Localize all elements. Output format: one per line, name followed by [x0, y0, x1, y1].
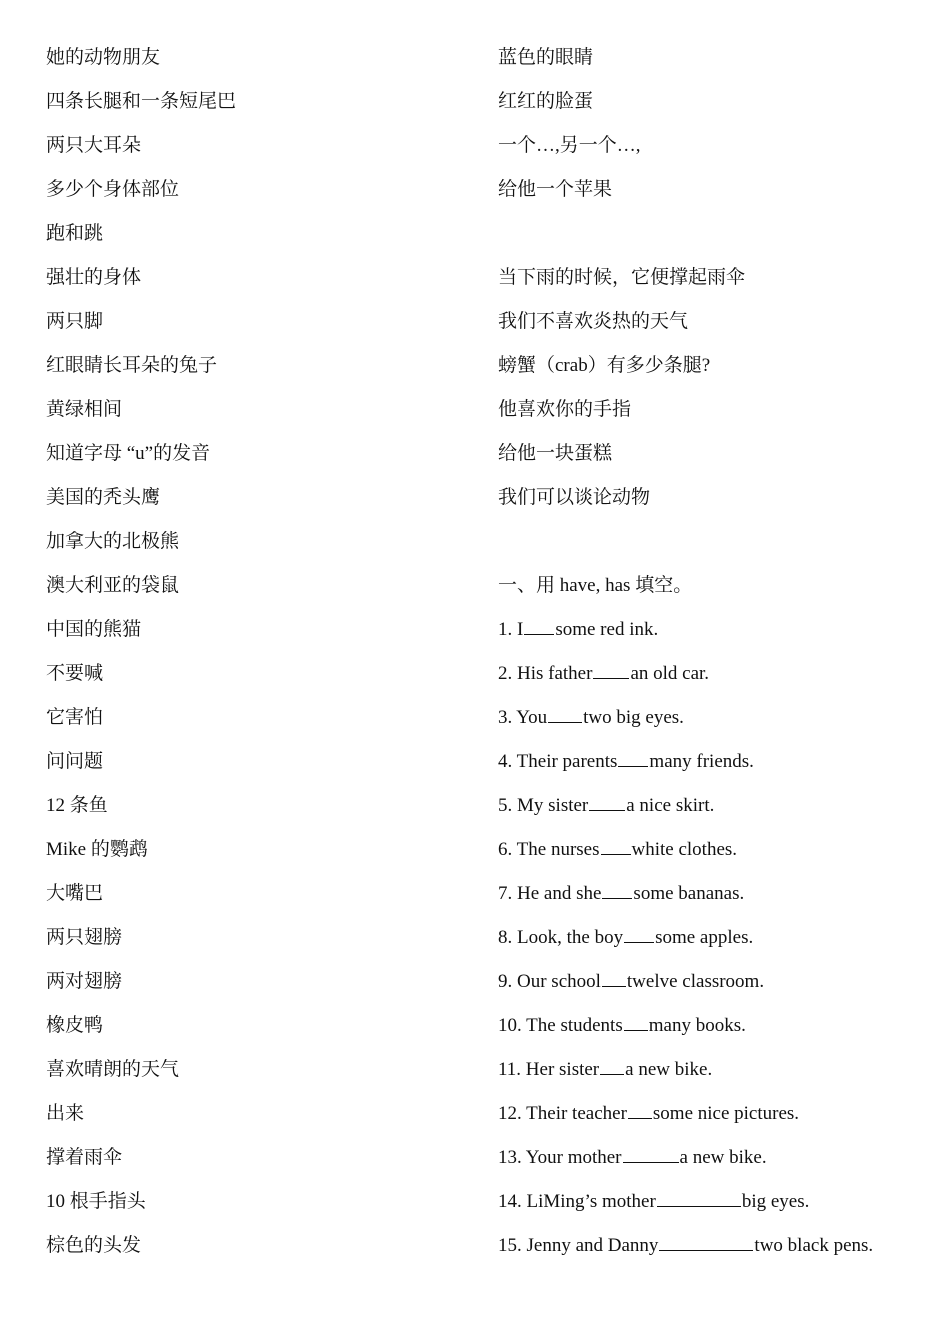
exercise-text: 15. Jenny and Danny [498, 1235, 659, 1256]
phrase-line: 红眼睛长耳朵的兔子 [46, 355, 218, 376]
exercise-item [498, 1224, 938, 1268]
phrase-line: 我们不喜欢炎热的天气 [498, 311, 689, 332]
exercise-title: 一、用 have, has 填空。 [498, 575, 693, 596]
exercise-text: 6. The nurses [498, 839, 600, 860]
exercise-item [498, 1004, 938, 1048]
exercise-item [498, 784, 938, 828]
answer-blank [618, 747, 648, 767]
phrase-line: 多少个身体部位 [46, 179, 180, 200]
answer-blank [524, 615, 554, 635]
exercise-text: 7. He and she [498, 883, 602, 904]
phrase-line: 黄绿相间 [46, 399, 123, 420]
exercise-item [498, 916, 938, 960]
exercise-text: 10. The students [498, 1015, 623, 1036]
exercise-text: some red ink. [555, 619, 659, 640]
phrase-line: 澳大利亚的袋鼠 [46, 575, 180, 596]
exercise-text: 5. My sister [498, 795, 589, 816]
phrase-line: 螃蟹（crab）有多少条腿? [498, 355, 711, 376]
phrase-line: 两对翅膀 [46, 971, 123, 992]
answer-blank [623, 1143, 679, 1163]
phrase-line: 大嘴巴 [46, 883, 104, 904]
answer-blank [589, 791, 625, 811]
answer-blank [624, 923, 654, 943]
exercise-text: a nice skirt. [626, 795, 715, 816]
exercise-text: many books. [648, 1015, 746, 1036]
phrase-line: 喜欢晴朗的天气 [46, 1059, 180, 1080]
exercise-item [498, 740, 938, 784]
exercise-text: some nice pictures. [652, 1103, 800, 1124]
exercise-text: 8. Look, the boy [498, 927, 624, 948]
exercise-text: 4. Their parents [498, 751, 618, 772]
right-column [498, 36, 938, 1268]
exercise-text: two big eyes. [583, 707, 684, 728]
exercise-item [498, 1136, 938, 1180]
exercise-text: 13. Your mother [498, 1147, 622, 1168]
exercise-text: a new bike. [679, 1147, 767, 1168]
phrase-line: 10 根手指头 [46, 1191, 146, 1212]
phrase-line: 他喜欢你的手指 [498, 399, 632, 420]
exercise-item [498, 608, 938, 652]
exercise-text: 2. His father [498, 663, 593, 684]
answer-blank [624, 1011, 648, 1031]
phrase-line: 加拿大的北极熊 [46, 531, 180, 552]
exercise-text: twelve classroom. [626, 971, 765, 992]
phrase-line-empty [498, 212, 938, 256]
phrase-line: 两只翅膀 [46, 927, 123, 948]
answer-blank [657, 1187, 741, 1207]
exercise-item [498, 696, 938, 740]
answer-blank [600, 1055, 624, 1075]
phrase-line: 四条长腿和一条短尾巴 [46, 91, 237, 112]
phrase-line: 12 条鱼 [46, 795, 108, 816]
exercise-item [498, 960, 938, 1004]
answer-blank [602, 879, 632, 899]
answer-blank [593, 659, 629, 679]
phrase-line: 红红的脸蛋 [498, 91, 594, 112]
phrase-line: 问问题 [46, 751, 104, 772]
exercise-text: 3. You [498, 707, 548, 728]
exercise-text: some apples. [655, 927, 754, 948]
exercise-text: an old car. [630, 663, 710, 684]
exercise-text: big eyes. [741, 1191, 810, 1212]
phrase-line: 橡皮鸭 [46, 1015, 104, 1036]
phrase-line: Mike 的鹦鹉 [46, 839, 148, 860]
exercise-text: some bananas. [633, 883, 745, 904]
phrase-line: 给他一个苹果 [498, 179, 613, 200]
exercise-item [498, 1180, 938, 1224]
phrase-line: 跑和跳 [46, 223, 104, 244]
exercise-item [498, 872, 938, 916]
phrase-line: 当下雨的时候，它便撑起雨伞 [498, 267, 746, 288]
phrase-line: 它害怕 [46, 707, 104, 728]
phrase-line: 知道字母 “u”的发音 [46, 443, 211, 464]
exercise-text: 11. Her sister [498, 1059, 600, 1080]
answer-blank [628, 1099, 652, 1119]
answer-blank [548, 703, 582, 723]
phrase-line: 中国的熊猫 [46, 619, 142, 640]
phrase-line-empty [498, 520, 938, 564]
phrase-line: 强壮的身体 [46, 267, 142, 288]
answer-blank [601, 835, 631, 855]
phrase-line: 蓝色的眼睛 [498, 47, 594, 68]
exercise-text: 14. LiMing’s mother [498, 1191, 656, 1212]
answer-blank [659, 1231, 753, 1251]
exercise-item [498, 828, 938, 872]
phrase-line: 一个…,另一个…, [498, 135, 641, 156]
phrase-line: 两只大耳朵 [46, 135, 142, 156]
exercise-text: a new bike. [625, 1059, 713, 1080]
exercise-item [498, 1092, 938, 1136]
exercise-item [498, 1048, 938, 1092]
answer-blank [602, 967, 626, 987]
phrase-line: 给他一块蛋糕 [498, 443, 613, 464]
exercise-text: two black pens. [754, 1235, 874, 1256]
left-column [46, 36, 466, 1268]
exercise-text: white clothes. [631, 839, 738, 860]
exercise-text: many friends. [649, 751, 754, 772]
phrase-line: 棕色的头发 [46, 1235, 142, 1256]
exercise-text: 12. Their teacher [498, 1103, 627, 1124]
phrase-line: 撑着雨伞 [46, 1147, 123, 1168]
phrase-line: 美国的秃头鹰 [46, 487, 161, 508]
phrase-line: 不要喊 [46, 663, 104, 684]
exercise-text: 1. I [498, 619, 524, 640]
phrase-line: 两只脚 [46, 311, 104, 332]
phrase-line: 出来 [46, 1103, 85, 1124]
phrase-line: 她的动物朋友 [46, 47, 161, 68]
exercise-text: 9. Our school [498, 971, 601, 992]
exercise-item [498, 652, 938, 696]
phrase-line: 我们可以谈论动物 [498, 487, 651, 508]
